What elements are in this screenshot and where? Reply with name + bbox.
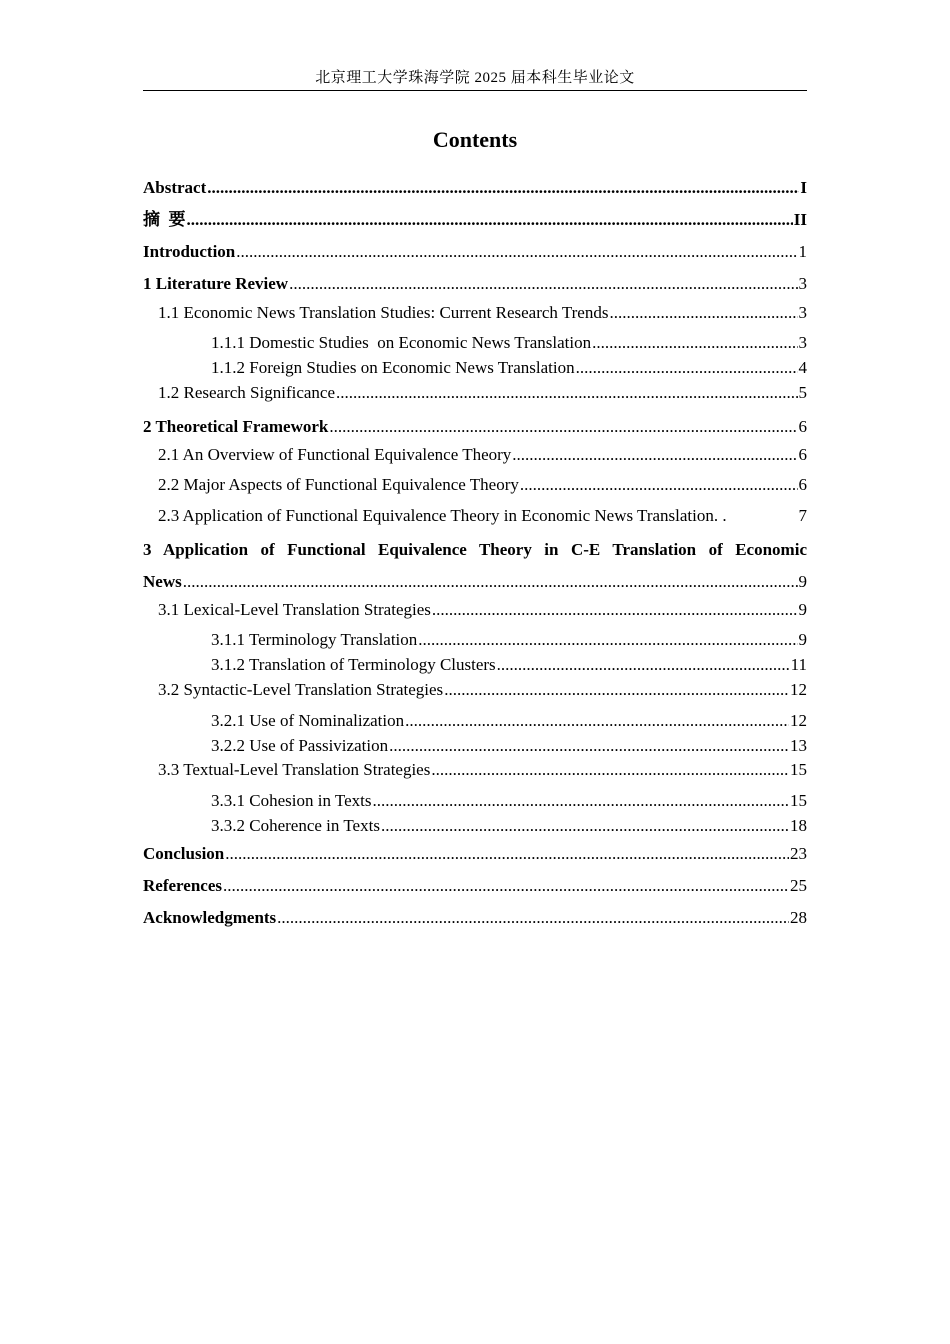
toc-page-number: 25 (790, 876, 807, 895)
toc-entry-section-1-1-1[interactable] (211, 332, 807, 354)
toc-entry-section-3-1-2[interactable] (211, 654, 807, 676)
toc-leader-dots (289, 273, 797, 295)
toc-leader-dots (405, 710, 789, 732)
toc-entry-section-3-3-1[interactable] (211, 790, 807, 812)
toc-entry-section-1-1[interactable] (158, 302, 807, 324)
toc-page-number: 9 (798, 572, 807, 591)
toc-entry-abstract[interactable] (143, 177, 807, 199)
toc-entry-section-1-1-2[interactable] (211, 357, 807, 379)
toc-entry-title: 3.3 Textual-Level Translation Strategies (158, 760, 431, 779)
toc-leader-dots (389, 735, 789, 757)
toc-entry-title: 3.2 Syntactic-Level Translation Strategies (158, 680, 444, 699)
toc-page-number: II (793, 210, 807, 229)
toc-entry-chapter-3-line1[interactable]: 3 Application of Functional Equivalence Theory in C-E Translation of Economic (143, 540, 807, 559)
page-header-text: 北京理工大学珠海学院 2025 届本科生毕业论文 (315, 70, 635, 86)
toc-entry-chapter-3[interactable] (143, 571, 807, 593)
toc-entry-section-3-2-2[interactable] (211, 735, 807, 757)
toc-leader-dots (431, 759, 789, 781)
toc-page-number: 11 (790, 655, 807, 674)
toc-leader-dots (512, 444, 797, 466)
toc-page-number: 9 (798, 600, 807, 619)
toc-leader-dots (207, 177, 799, 199)
toc-entry-acknowledgments[interactable] (143, 907, 807, 929)
toc-entry-references[interactable] (143, 875, 807, 897)
toc-entry-title: 1 Literature Review (143, 274, 289, 293)
toc-entry-title: 3.1.1 Terminology Translation (211, 630, 418, 649)
toc-entry-section-3-3[interactable] (158, 759, 807, 781)
toc-leader-dots (372, 790, 789, 812)
toc-page-number: 18 (790, 816, 807, 835)
toc-leader-dots (497, 654, 790, 676)
toc-entry-title: 2.2 Major Aspects of Functional Equivalence Theory (158, 475, 519, 494)
toc-entry-title: 3.2.1 Use of Nominalization (211, 711, 405, 730)
toc-leader-dots (329, 416, 797, 438)
toc-leader-dots (225, 843, 789, 865)
toc-entry-title: 2.3 Application of Functional Equivalence Theory in Economic News Translation. . (158, 506, 727, 525)
toc-entry-title: 3.3.1 Cohesion in Texts (211, 791, 372, 810)
toc-leader-dots (236, 241, 797, 263)
toc-page-number: 23 (790, 844, 807, 863)
toc-entry-introduction[interactable] (143, 241, 807, 263)
toc-entry-title: 3.1.2 Translation of Terminology Clusters (211, 655, 496, 674)
toc-page-number: 28 (790, 908, 807, 927)
toc-entry-title: News (143, 572, 182, 591)
toc-leader-dots (183, 571, 798, 593)
toc-entry-section-3-1-1[interactable] (211, 629, 807, 651)
toc-page-number: 6 (798, 445, 807, 464)
toc-entry-title: 摘 要 (143, 210, 186, 229)
toc-leader-dots (223, 875, 789, 897)
page-title: Contents (432, 127, 518, 152)
toc-leader-dots (444, 679, 789, 701)
toc-entry-title: 1.1.1 Domestic Studies on Economic News Translation (211, 333, 592, 352)
toc-entry-title: 2.1 An Overview of Functional Equivalence Theory (158, 445, 512, 464)
toc-page-number: 13 (790, 736, 807, 755)
toc-page-number: 12 (790, 680, 807, 699)
toc-page-number: 9 (798, 630, 807, 649)
toc-entry-title: 1.1 Economic News Translation Studies: Current Research Trends (158, 303, 609, 322)
toc-entry-section-1-2[interactable] (158, 382, 807, 404)
toc-entry-abstract-cn[interactable] (143, 209, 807, 231)
toc-leader-dots (520, 474, 798, 496)
toc-entry-title: 1.1.2 Foreign Studies on Economic News Translation (211, 358, 575, 377)
toc-page-number: 3 (798, 333, 807, 352)
toc-entry-section-3-2[interactable] (158, 679, 807, 701)
toc-entry-title: 1.2 Research Significance (158, 383, 336, 402)
toc-entry-title: 2 Theoretical Framework (143, 417, 329, 436)
toc-entry-title: Introduction (143, 242, 236, 261)
toc-page-number: 12 (790, 711, 807, 730)
toc-leader-dots (418, 629, 797, 651)
toc-entry-section-2-3[interactable] (158, 505, 807, 527)
toc-leader-dots (381, 815, 789, 837)
toc-leader-dots (336, 382, 797, 404)
toc-entry-section-3-2-1[interactable] (211, 710, 807, 732)
toc-leader-dots (277, 907, 789, 929)
toc-leader-dots (609, 302, 797, 324)
toc-page-number: 5 (798, 383, 807, 402)
toc-page-number: 7 (798, 506, 807, 525)
toc-page-number: I (800, 178, 807, 197)
toc-page-number: 6 (798, 475, 807, 494)
toc-page-number: 6 (798, 417, 807, 436)
toc-entry-chapter-1[interactable] (143, 273, 807, 295)
toc-page-number: 1 (798, 242, 807, 261)
toc-page-number: 15 (790, 760, 807, 779)
toc-entry-conclusion[interactable] (143, 843, 807, 865)
toc-entry-title: 3.1 Lexical-Level Translation Strategies (158, 600, 431, 619)
toc-entry-title: Abstract (143, 178, 207, 197)
toc-leader-dots (576, 357, 798, 379)
toc-entry-title: References (143, 876, 222, 895)
toc-entry-section-3-3-2[interactable] (211, 815, 807, 837)
toc-entry-title: 3.3.2 Coherence in Texts (211, 816, 380, 835)
toc-entry-title: Conclusion (143, 844, 225, 863)
toc-entry-title: 3.2.2 Use of Passivization (211, 736, 389, 755)
toc-page-number: 3 (798, 274, 807, 293)
toc-entry-chapter-2[interactable] (143, 416, 807, 438)
toc-leader-dots (432, 599, 798, 621)
toc-page-number: 4 (798, 358, 807, 377)
toc-page-number: 15 (790, 791, 807, 810)
toc-entry-section-2-1[interactable] (158, 444, 807, 466)
toc-leader-dots (592, 332, 797, 354)
toc-page-number: 3 (798, 303, 807, 322)
toc-entry-section-3-1[interactable] (158, 599, 807, 621)
toc-leader-dots (187, 209, 793, 231)
toc-entry-section-2-2[interactable] (158, 474, 807, 496)
toc-entry-title: Acknowledgments (143, 908, 277, 927)
